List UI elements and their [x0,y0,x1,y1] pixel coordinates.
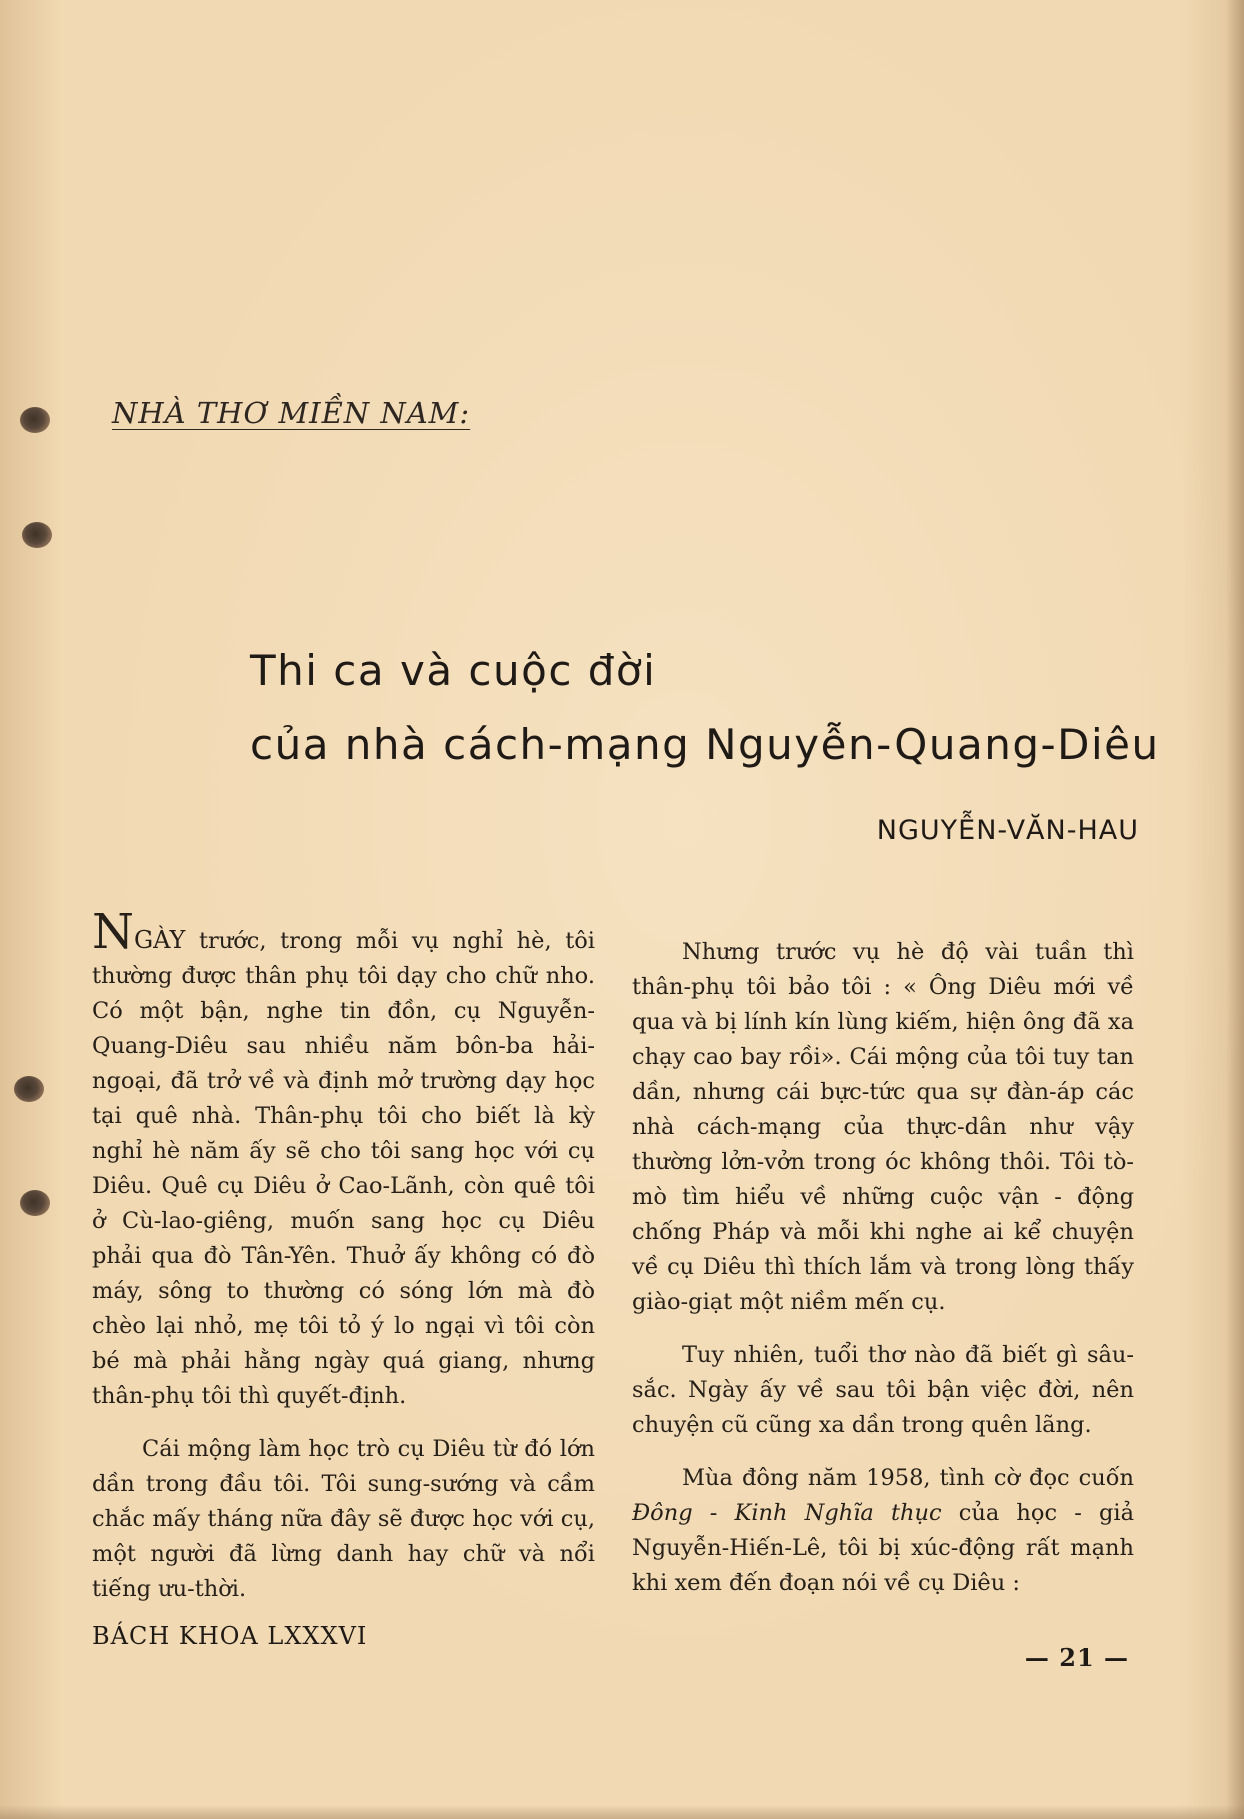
page-number: — 21 — [1024,1643,1129,1672]
paragraph: Tuy nhiên, tuổi thơ nào đã biết gì sâu-sắc. Ngày ấy về sau tôi bận việc đời, nên chuyện cũ cũng xa dần trong quên lãng. [632,1342,1134,1438]
binding-hole [22,522,52,548]
drop-cap: N [92,904,134,960]
page-bottom-shadow [0,1805,1244,1819]
binding-hole [20,1190,50,1216]
binding-hole [20,407,50,433]
opening-word: GÀY [134,926,186,954]
publication-name: BÁCH KHOA LXXXVI [92,1622,368,1650]
section-label: NHÀ THƠ MIỀN NAM: [112,396,471,430]
paragraph [632,1461,1134,1601]
paragraph: Cái mộng làm học trò cụ Diêu từ đó lớn dần trong đầu tôi. Tôi sung-sướng và cầm chắc mấy tháng nữa đây sẽ được học với cụ, một người đã lừng danh hay chữ và nổi tiếng ưu-thời. [92,1436,595,1602]
binding-hole [14,1076,44,1102]
article-title-line-1: Thi ca và cuộc đời [250,646,657,695]
paragraph: Nhưng trước vụ hè độ vài tuần thì thân-phụ tôi bảo tôi : « Ông Diêu mới về qua và bị lính kín lùng kiếm, hiện ông đã xa chạy cao bay rồi». Cái mộng của tôi tuy tan dần, nhưng cái bực-tức qua sự đàn-áp các nhà cách-mạng của thực-dân như vậy thường lởn-vởn trong óc không thôi. Tôi tò-mò tìm hiểu về những cuộc vận - động chống Pháp và mỗi khi nghe ai kể chuyện về cụ Diêu thì thích lắm và trong lòng thấy giào-giạt một niềm mến cụ. [632,939,1134,1315]
article-author: NGUYỄN-VĂN-HAU [876,815,1139,846]
paragraph-text: của học - giả Nguyễn-Hiến-Lê, tôi bị xúc-động rất mạnh khi xem đến đoạn nói về cụ Diêu : [632,1500,1134,1596]
book-title: Đông - Kinh Nghĩa thục [632,1500,942,1526]
page-edge-shadow [1226,0,1244,1819]
paragraph-text: trước, trong mỗi vụ nghỉ hè, tôi thường được thân phụ tôi dạy cho chữ nho. Có một bận, nghe tin đồn, cụ Nguyễn-Quang-Diêu sau nhiều năm bôn-ba hải-ngoại, đã trở về và định mở trường dạy học tại quê nhà. Thân-phụ tôi cho biết là kỳ nghỉ hè năm ấy sẽ cho tôi sang học với cụ Diêu. Quê cụ Diêu ở Cao-Lãnh, còn quê tôi ở Cù-lao-giêng, muốn sang học cụ Diêu phải qua đò Tân-Yên. Thuở ấy không có đò máy, sông to thường có sóng lớn mà đò chèo lại nhỏ, mẹ tôi tỏ ý lo ngại vì tôi còn bé mà phải hằng ngày quá giang, nhưng thân-phụ tôi thì quyết-định. [92,928,595,1409]
paragraph [92,904,595,1414]
right-text-column [632,935,1134,1619]
left-text-column [92,904,595,1625]
article-title-line-2: của nhà cách-mạng Nguyễn-Quang-Diêu [250,720,1160,769]
paragraph-text: Mùa đông năm 1958, tình cờ đọc cuốn [682,1465,1134,1491]
